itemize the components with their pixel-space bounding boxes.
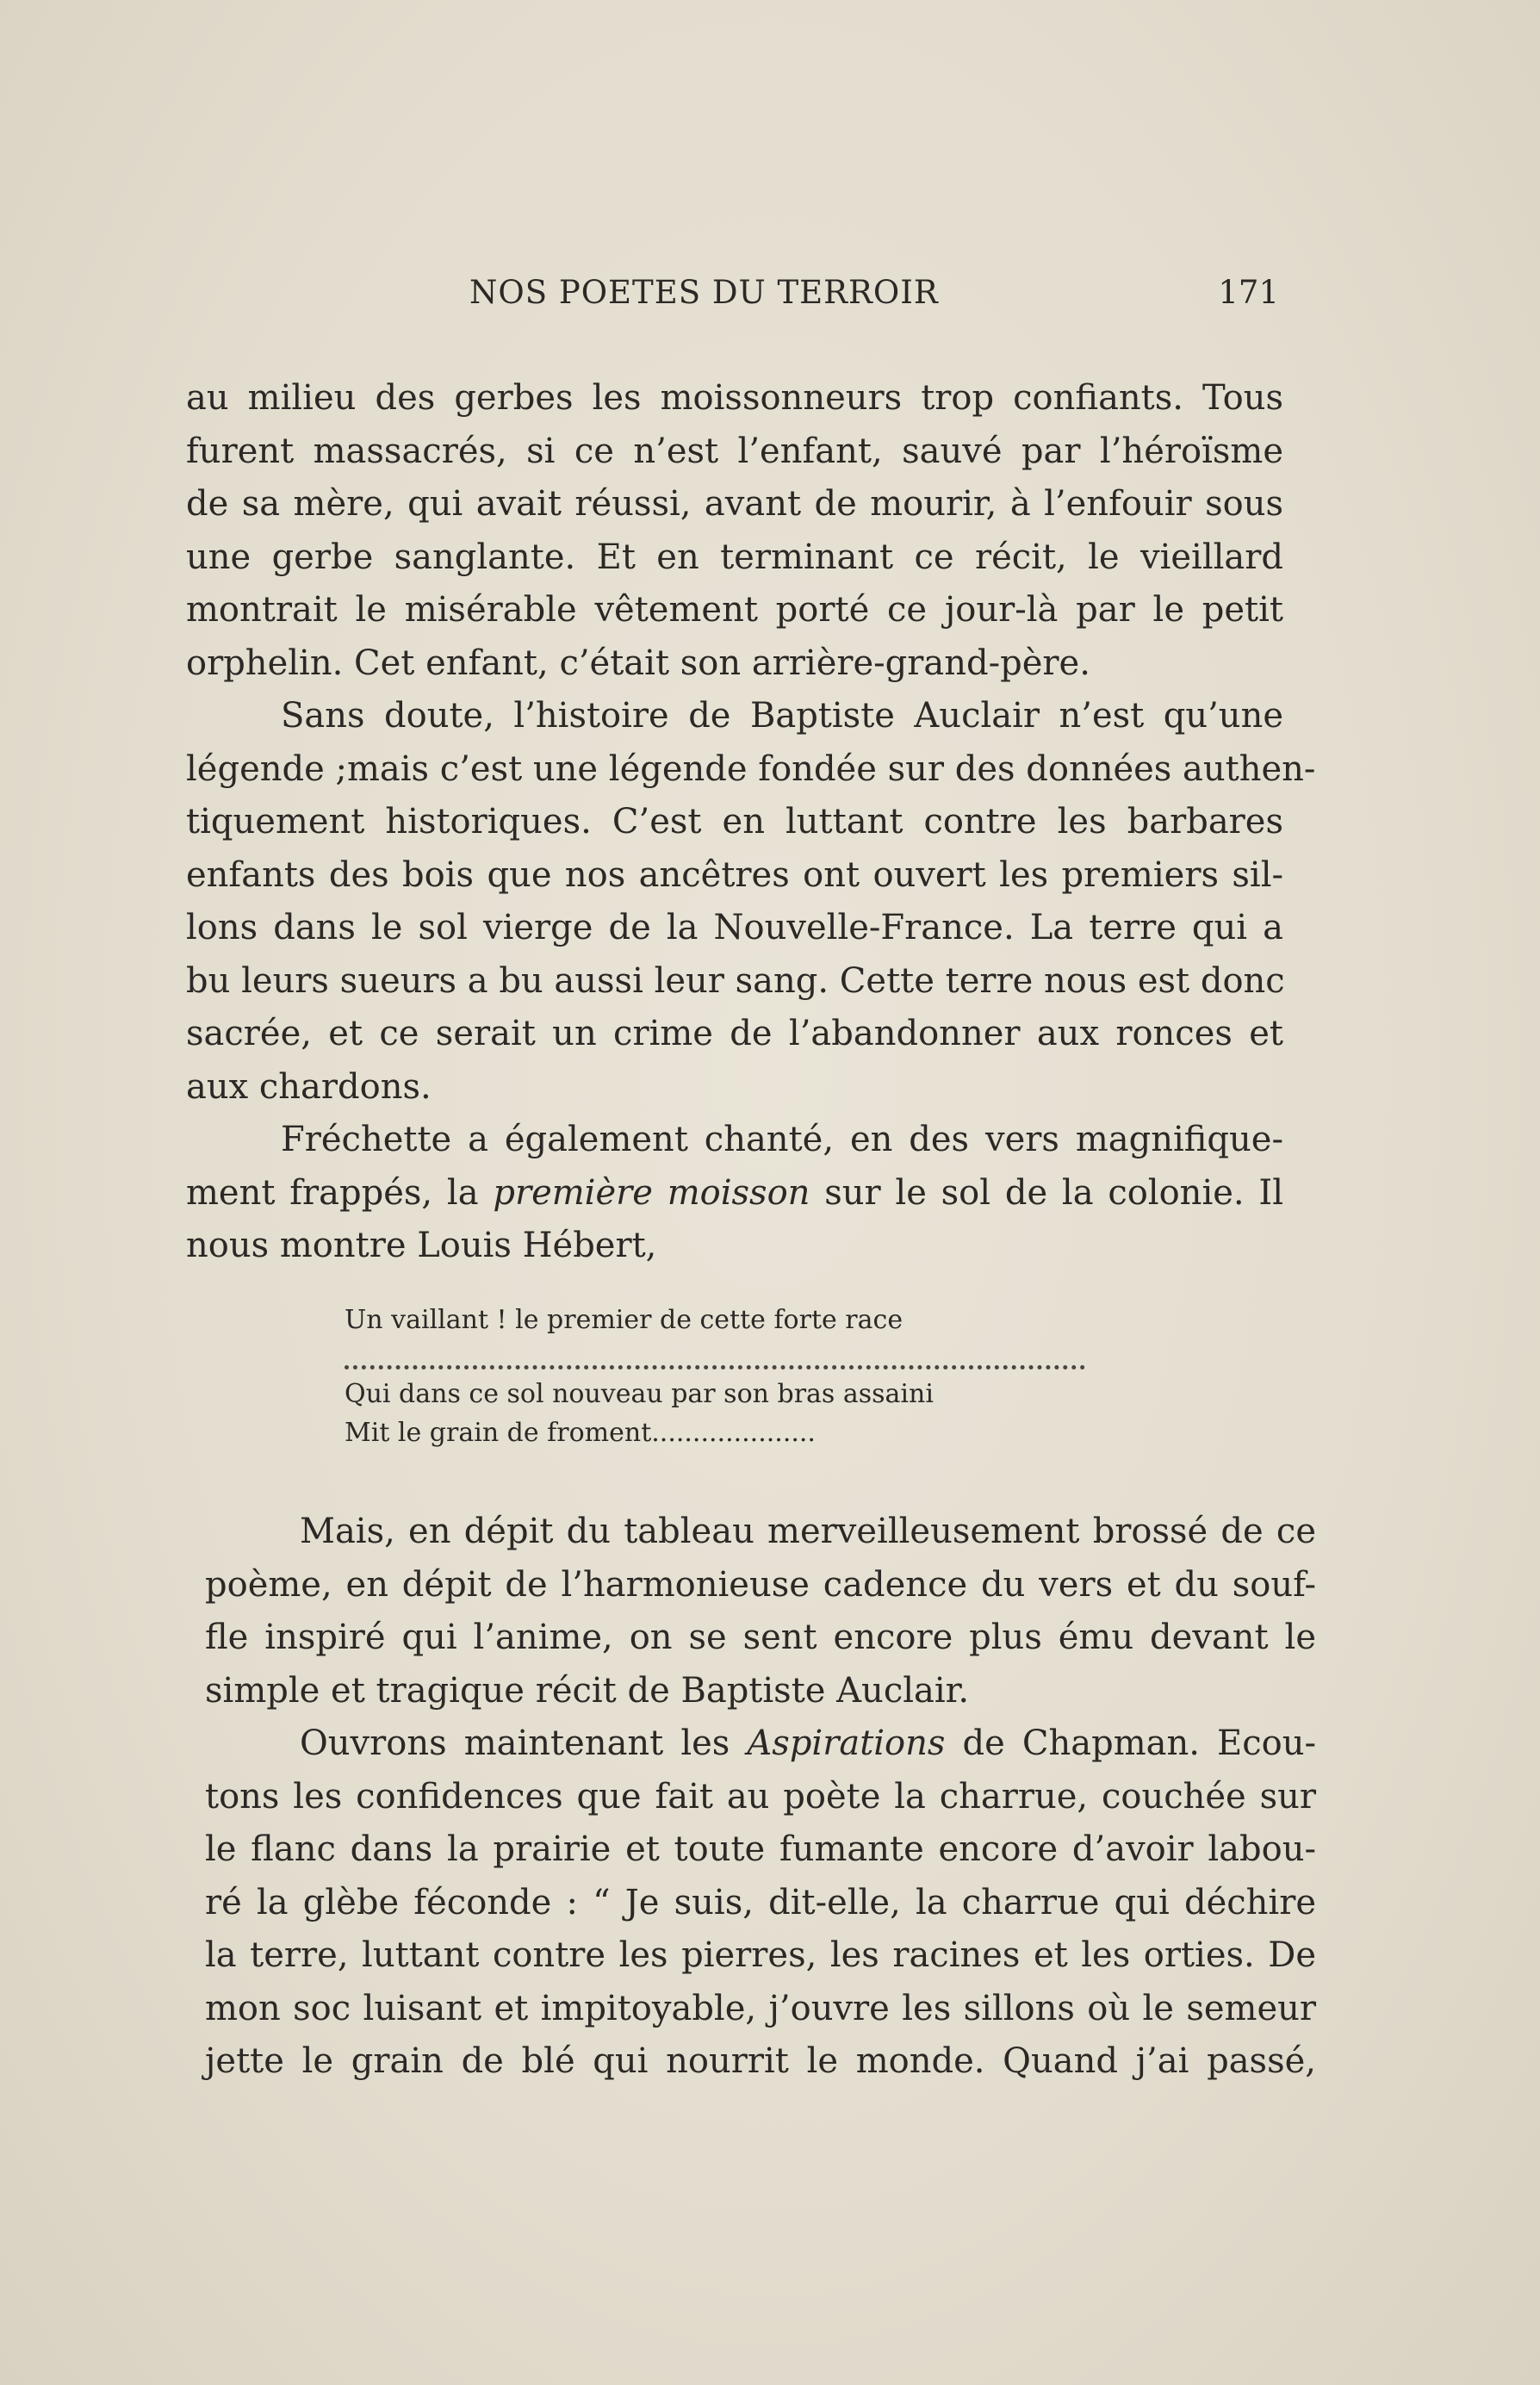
text-line: Fréchette a également chanté, en des vers magnifique- — [281, 1120, 1283, 1159]
text-line: aux chardons. — [186, 1066, 432, 1107]
verse-quotation — [345, 1301, 1085, 1452]
text-line: tiquement historiques. C’est en luttant contre les barbares — [186, 802, 1283, 842]
verse-line: Qui dans ce sol nouveau par son bras assaini — [345, 1379, 934, 1409]
text-line-with-italic — [186, 1167, 1283, 1220]
text-line: lons dans le sol vierge de la Nouvelle-France. La terre qui a — [186, 908, 1283, 947]
text-line: simple et tragique récit de Baptiste Auclair. — [205, 1670, 970, 1711]
text-line: la terre, luttant contre les pierres, les racines et les orties. De — [205, 1935, 1316, 1975]
text-line: enfants des bois que nos ancêtres ont ouvert les premiers sil- — [186, 854, 1283, 895]
text-line: montrait le misérable vêtement porté ce jour-là par le petit — [186, 590, 1283, 630]
text-segment: ment frappés, la — [186, 1172, 494, 1213]
italic-title: première moisson — [493, 1172, 810, 1213]
text-line: de sa mère, qui avait réussi, avant de mourir, à l’enfouir sous — [186, 484, 1283, 524]
text-line: sacrée, et ce serait un crime de l’abandonner aux ronces et — [186, 1014, 1283, 1053]
running-title: NOS POETES DU TERROIR — [469, 274, 939, 311]
text-line-with-italic — [205, 1717, 1316, 1771]
text-line: jette le grain de blé qui nourrit le monde. Quand j’ai passé, — [205, 2041, 1316, 2081]
text-line: au milieu des gerbes les moissonneurs trop confiants. Tous — [186, 378, 1283, 418]
text-line: le flanc dans la prairie et toute fumante encore d’avoir labou- — [205, 1829, 1316, 1869]
text-line: mon soc luisant et impitoyable, j’ouvre les sillons où le semeur — [205, 1988, 1316, 2028]
verse-line: Un vaillant ! le premier de cette forte race — [345, 1305, 904, 1335]
text-line: bu leurs sueurs a bu aussi leur sang. Cette terre nous est donc — [186, 960, 1285, 1001]
text-segment: de Chapman. Ecou- — [945, 1724, 1316, 1763]
text-line: fle inspiré qui l’anime, on se sent encore plus ému devant le — [205, 1618, 1316, 1657]
text-line: nous montre Louis Hébert, — [186, 1226, 657, 1265]
text-line: Mais, en dépit du tableau merveilleusement brossé de ce — [300, 1512, 1316, 1551]
verse-line: Mit le grain de froment.................... — [345, 1418, 816, 1448]
text-line: une gerbe sanglante. Et en terminant ce récit, le vieillard — [186, 537, 1283, 577]
body-text-lower — [205, 1506, 1316, 2089]
text-line: ré la glèbe féconde : “ Je suis, dit-elle, la charrue qui déchire — [205, 1882, 1316, 1922]
ellipsis-dotted-line — [345, 1339, 1085, 1370]
text-line: furent massacrés, si ce n’est l’enfant, sauvé par l’héroïsme — [186, 431, 1283, 471]
text-line: Sans doute, l’histoire de Baptiste Auclair n’est qu’une — [281, 696, 1283, 736]
page-number: 171 — [1218, 274, 1279, 311]
text-segment: Ouvrons maintenant les — [300, 1724, 748, 1763]
page-header — [469, 274, 1279, 326]
text-line: tons les confidences que fait au poète la charrue, couchée sur — [205, 1776, 1316, 1817]
text-line: poème, en dépit de l’harmonieuse cadence du vers et du souf- — [205, 1564, 1316, 1605]
italic-title: Aspirations — [747, 1724, 946, 1763]
body-text-upper — [186, 372, 1316, 1273]
text-line: orphelin. Cet enfant, c’était son arrière-grand-père. — [186, 643, 1090, 683]
text-segment: sur le sol de la colonie. Il — [810, 1172, 1284, 1213]
text-line: légende ;mais c’est une légende fondée sur des données authen- — [186, 748, 1316, 789]
